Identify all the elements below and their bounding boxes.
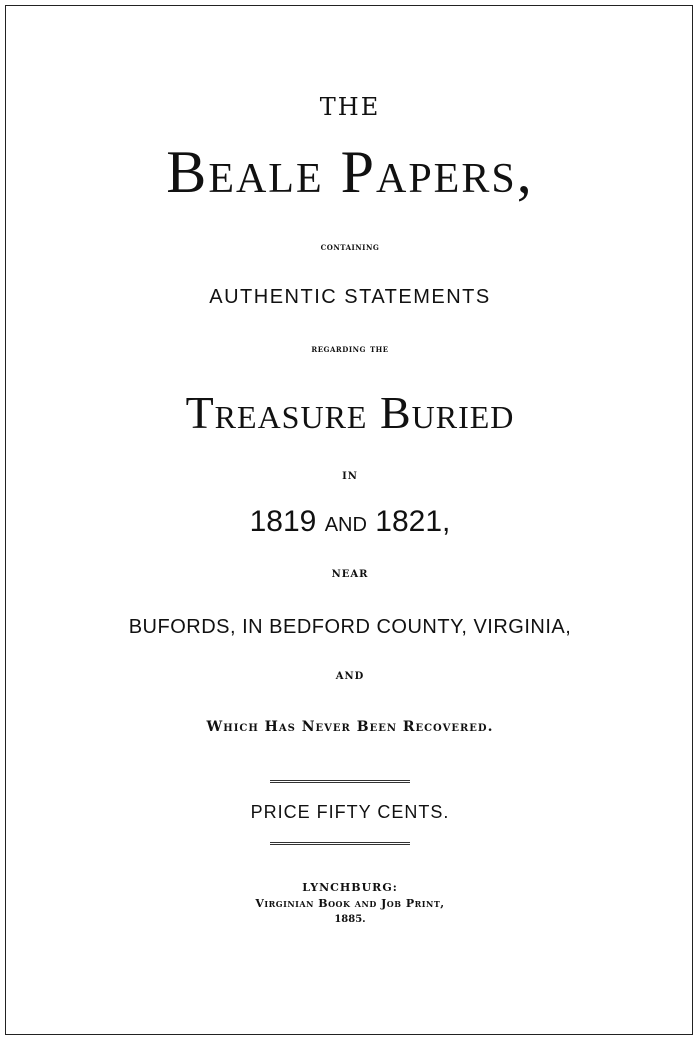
imprint-year: 1885.	[334, 914, 366, 925]
imprint-printer: Virginian Book and Job Print,	[255, 897, 445, 910]
near-line: NEAR	[331, 569, 369, 580]
treasure-buried: Treasure Buried	[185, 387, 515, 438]
title-the: THE	[319, 93, 381, 121]
year-1821: 1821,	[375, 505, 451, 538]
location-line: BUFORDS, IN BEDFORD COUNTY, VIRGINIA,	[128, 616, 572, 638]
ornamental-rule-bottom	[270, 842, 410, 845]
in-line: IN	[342, 471, 358, 482]
price-line: PRICE FIFTY CENTS.	[250, 802, 450, 822]
main-title: Beale Papers,	[166, 139, 534, 205]
containing-line: containing	[320, 242, 380, 253]
regarding-line: regarding the	[311, 344, 389, 355]
ornamental-rule-top	[270, 780, 410, 783]
imprint-city: LYNCHBURG:	[302, 881, 398, 894]
and-line: AND	[335, 671, 365, 682]
year-1819: 1819	[249, 505, 317, 538]
never-recovered-line: Which Has Never Been Recovered.	[206, 719, 494, 735]
authentic-statements: AUTHENTIC STATEMENTS	[209, 286, 491, 308]
years-line	[0, 507, 700, 537]
and-word: and	[324, 506, 367, 537]
